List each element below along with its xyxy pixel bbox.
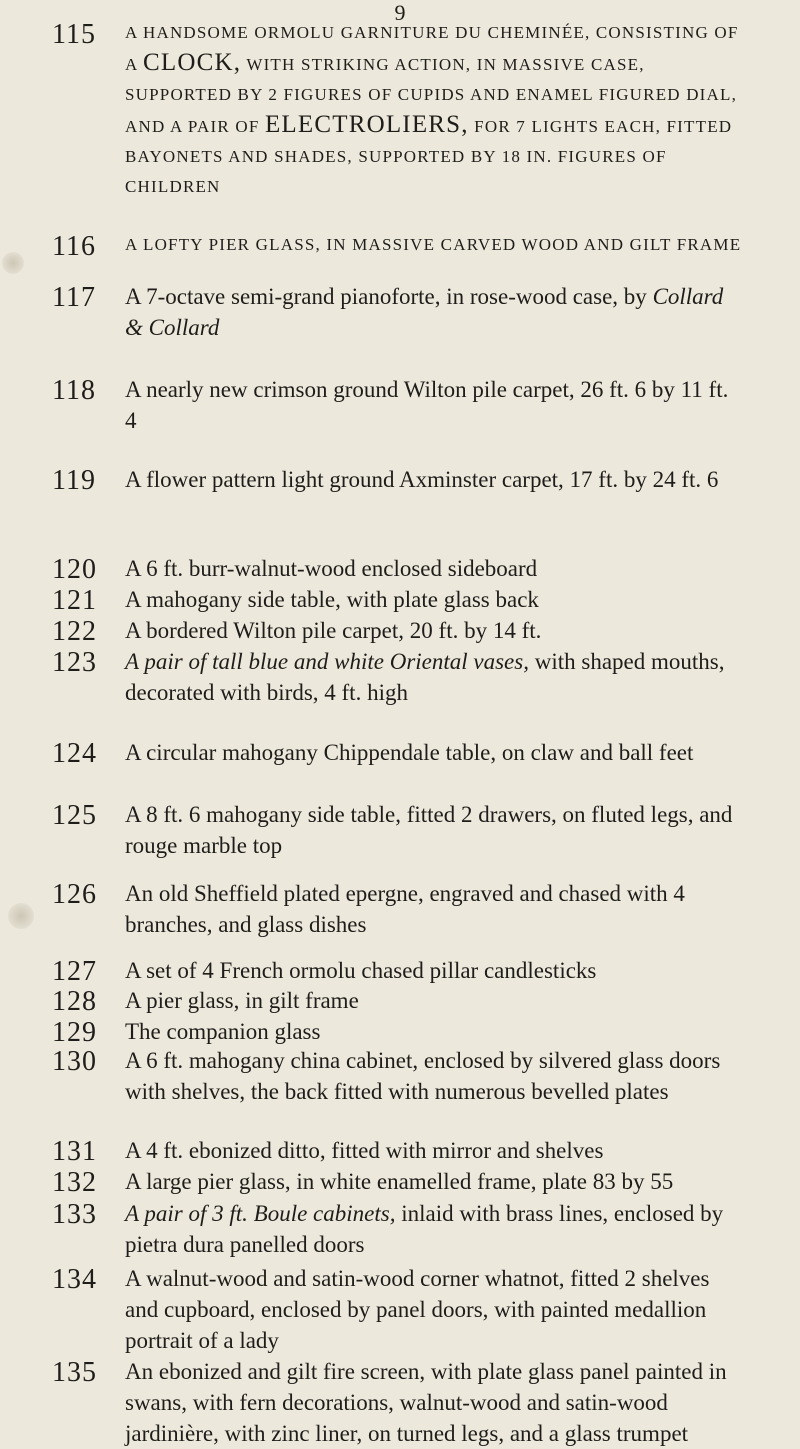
lot-number: 115: [52, 19, 96, 50]
lot-description-text: An ebonized and gilt fire screen, with plate glass panel painted in swans, with fern decorations, walnut-wood and satin-wood jardinière, with zinc liner, on turned legs, and a glass trumpet: [125, 1359, 727, 1446]
lot-description: [125, 464, 745, 495]
lot-number: 125: [52, 800, 97, 831]
lot-number: 118: [52, 375, 96, 406]
lot-description-text: ELECTROLIERS,: [264, 111, 469, 138]
lot-description: [125, 1198, 745, 1260]
lot-description: [125, 1135, 745, 1166]
lot-description: [125, 955, 745, 986]
lot-description: [125, 985, 745, 1016]
lot-description: [125, 230, 745, 260]
lot-number: 128: [52, 986, 97, 1017]
lot-description-text: inlaid with brass lines, enclosed by pietra dura panelled doors: [125, 1201, 724, 1257]
lot-description: [125, 615, 745, 646]
lot-number: 124: [52, 738, 97, 769]
lot-description-text: The companion glass: [125, 1019, 321, 1044]
lot-description-text: A pier glass, in gilt frame: [125, 988, 359, 1013]
lot-description: [125, 1356, 745, 1449]
lot-description-text: A circular mahogany Chippendale table, on claw and ball feet: [125, 740, 694, 765]
lot-number: 126: [52, 879, 97, 910]
lot-description-text: A flower pattern light ground Axminster carpet, 17 ft. by 24 ft. 6: [125, 467, 719, 492]
page-stain: [8, 903, 34, 929]
lot-description-text: A bordered Wilton pile carpet, 20 ft. by 14 ft.: [125, 618, 542, 643]
lot-number: 131: [52, 1136, 97, 1167]
lot-description: [125, 281, 745, 343]
lot-description: [125, 878, 745, 940]
lot-number: 127: [52, 956, 97, 987]
lot-description: [125, 553, 745, 584]
lot-description: [125, 1016, 745, 1047]
lot-description-text: A large pier glass, in white enamelled frame, plate 83 by 55: [125, 1169, 674, 1194]
lot-description: [125, 1166, 745, 1197]
lot-number: 120: [52, 554, 97, 585]
lot-description: [125, 737, 745, 768]
lot-number: 134: [52, 1264, 97, 1295]
lot-number: 129: [52, 1017, 97, 1048]
page-number: 9: [394, 0, 406, 25]
lot-number: 130: [52, 1046, 97, 1077]
lot-description-text: A set of 4 French ormolu chased pillar candlesticks: [125, 958, 597, 983]
lot-description-text: WITH STRIKING ACTION, IN MASSIVE CASE, SUPPORTED BY 2 FIGURES OF CUPIDS AND ENAMEL FIGURED DIAL, AND A PAIR OF: [125, 55, 738, 136]
lot-description-text: A LOFTY PIER GLASS, IN MASSIVE CARVED WOOD AND GILT FRAME: [125, 235, 742, 254]
lot-number: 117: [52, 282, 96, 313]
lot-description-text: with shaped mouths, decorated with birds, 4 ft. high: [125, 649, 725, 705]
lot-description-text: A 6 ft. burr-walnut-wood enclosed sideboard: [125, 556, 538, 581]
lot-description: [125, 799, 745, 861]
lot-number: 119: [52, 465, 96, 496]
lot-number: 121: [52, 585, 97, 616]
lot-description: [125, 1263, 745, 1356]
page-stain: [2, 252, 24, 274]
lot-number: 135: [52, 1357, 97, 1388]
lot-description: [125, 374, 745, 436]
lot-description-text: A pair of 3 ft. Boule cabinets,: [125, 1201, 396, 1226]
lot-description-text: A 7-octave semi-grand pianoforte, in rose-wood case, by: [125, 284, 653, 309]
lot-description-text: Collard & Collard: [125, 284, 724, 340]
lot-description: [125, 1045, 745, 1107]
lot-description-text: A nearly new crimson ground Wilton pile carpet, 26 ft. 6 by 11 ft. 4: [125, 377, 729, 433]
lot-number: 133: [52, 1199, 97, 1230]
lot-description-text: A 6 ft. mahogany china cabinet, enclosed by silvered glass doors with shelves, the back fitted with numerous bevelled plates: [125, 1048, 721, 1104]
lot-number: 116: [52, 231, 96, 262]
lot-description-text: A walnut-wood and satin-wood corner whatnot, fitted 2 shelves and cupboard, enclosed by panel doors, with painted medallion portrait of a lady: [125, 1266, 710, 1353]
lot-description: [125, 18, 745, 202]
lot-description-text: An old Sheffield plated epergne, engraved and chased with 4 branches, and glass dishes: [125, 881, 685, 937]
lot-description: [125, 584, 745, 615]
lot-description-text: CLOCK,: [143, 49, 242, 76]
lot-description-text: A pair of tall blue and white Oriental vases,: [125, 649, 529, 674]
lot-description: [125, 646, 745, 708]
lot-number: 132: [52, 1167, 97, 1198]
lot-number: 122: [52, 616, 97, 647]
lot-description-text: FOR 7 LIGHTS EACH, FITTED BAYONETS AND SHADES, SUPPORTED BY 18 IN. FIGURES OF CHILDREN: [125, 117, 733, 196]
lot-description-text: A mahogany side table, with plate glass back: [125, 587, 539, 612]
lot-description-text: A 8 ft. 6 mahogany side table, fitted 2 drawers, on fluted legs, and rouge marble top: [125, 802, 733, 858]
lot-number: 123: [52, 647, 97, 678]
lot-description-text: A HANDSOME ORMOLU GARNITURE DU CHEMINÉE, CONSISTING OF A: [125, 23, 739, 74]
lot-description-text: A 4 ft. ebonized ditto, fitted with mirror and shelves: [125, 1138, 604, 1163]
